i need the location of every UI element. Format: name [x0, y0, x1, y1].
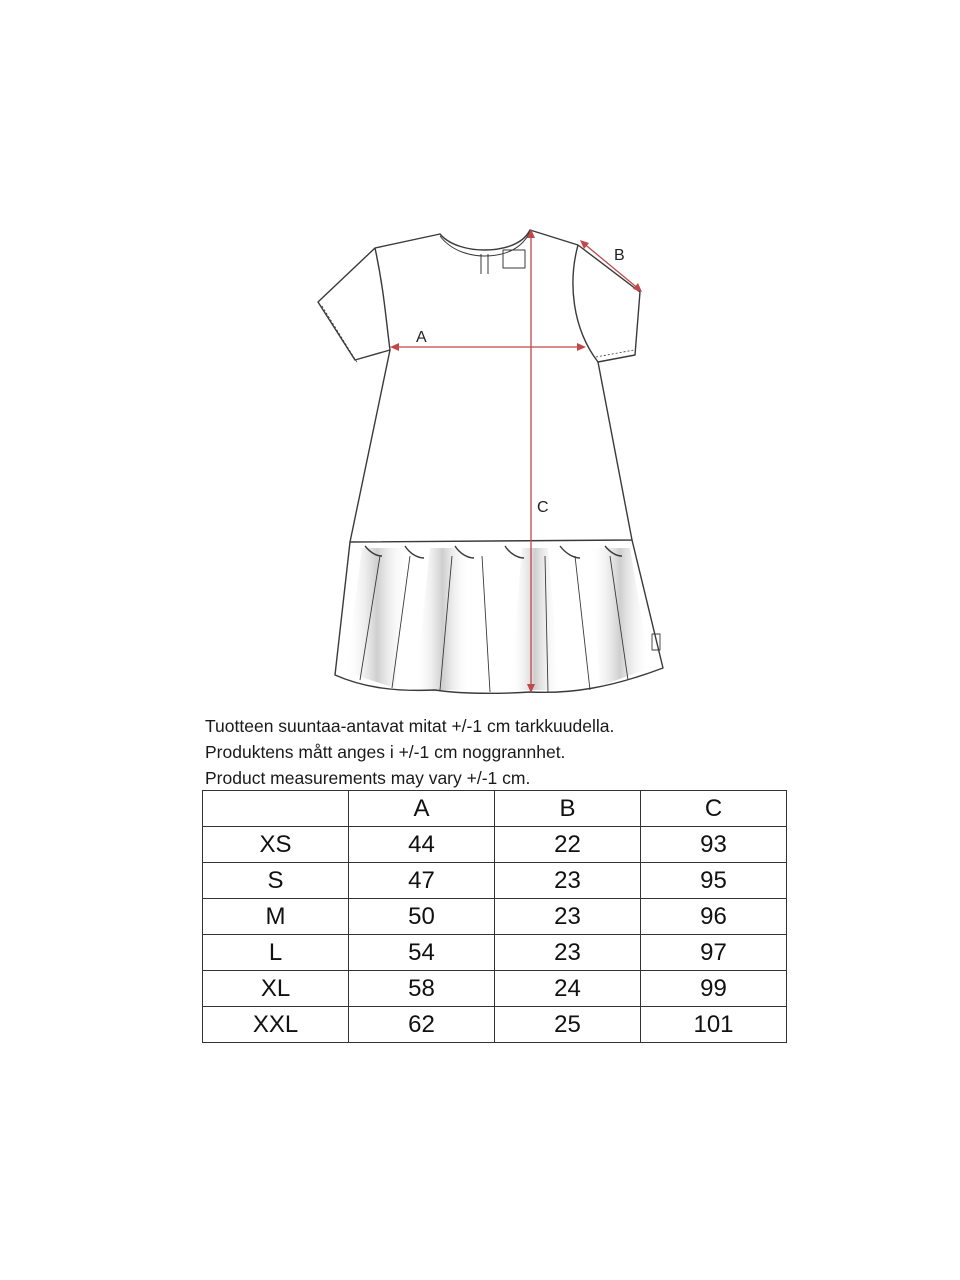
size-cell: S — [203, 863, 349, 899]
value-cell-c: 96 — [641, 899, 787, 935]
label-a: A — [416, 329, 427, 346]
value-cell-b: 22 — [495, 827, 641, 863]
header-b: B — [495, 791, 641, 827]
value-cell-a: 58 — [349, 971, 495, 1007]
measure-line-b — [582, 242, 640, 290]
value-cell-c: 101 — [641, 1007, 787, 1043]
value-cell-c: 93 — [641, 827, 787, 863]
size-cell: L — [203, 935, 349, 971]
size-cell: M — [203, 899, 349, 935]
value-cell-c: 99 — [641, 971, 787, 1007]
value-cell-b: 24 — [495, 971, 641, 1007]
measurement-notes — [205, 713, 805, 791]
value-cell-a: 47 — [349, 863, 495, 899]
value-cell-a: 44 — [349, 827, 495, 863]
table-row — [203, 935, 787, 971]
size-chart-table — [202, 790, 787, 1043]
table-header-row — [203, 791, 787, 827]
size-cell: XXL — [203, 1007, 349, 1043]
value-cell-b: 23 — [495, 899, 641, 935]
value-cell-a: 62 — [349, 1007, 495, 1043]
dress-skirt-ruffle — [335, 540, 663, 693]
table-row — [203, 971, 787, 1007]
value-cell-a: 54 — [349, 935, 495, 971]
table-row — [203, 1007, 787, 1043]
note-english: Product measurements may vary +/-1 cm. — [205, 768, 531, 788]
header-size — [203, 791, 349, 827]
note-swedish: Produktens mått anges i +/-1 cm noggrannhet. — [205, 742, 566, 762]
value-cell-b: 25 — [495, 1007, 641, 1043]
header-c: C — [641, 791, 787, 827]
size-cell: XL — [203, 971, 349, 1007]
table-row — [203, 827, 787, 863]
value-cell-b: 23 — [495, 863, 641, 899]
dress-body — [318, 230, 640, 542]
table-row — [203, 899, 787, 935]
size-cell: XS — [203, 827, 349, 863]
value-cell-c: 95 — [641, 863, 787, 899]
value-cell-c: 97 — [641, 935, 787, 971]
value-cell-a: 50 — [349, 899, 495, 935]
table-row — [203, 863, 787, 899]
header-a: A — [349, 791, 495, 827]
note-finnish: Tuotteen suuntaa-antavat mitat +/-1 cm tarkkuudella. — [205, 716, 615, 736]
label-c: C — [537, 499, 549, 516]
label-b: B — [614, 247, 625, 264]
value-cell-b: 23 — [495, 935, 641, 971]
